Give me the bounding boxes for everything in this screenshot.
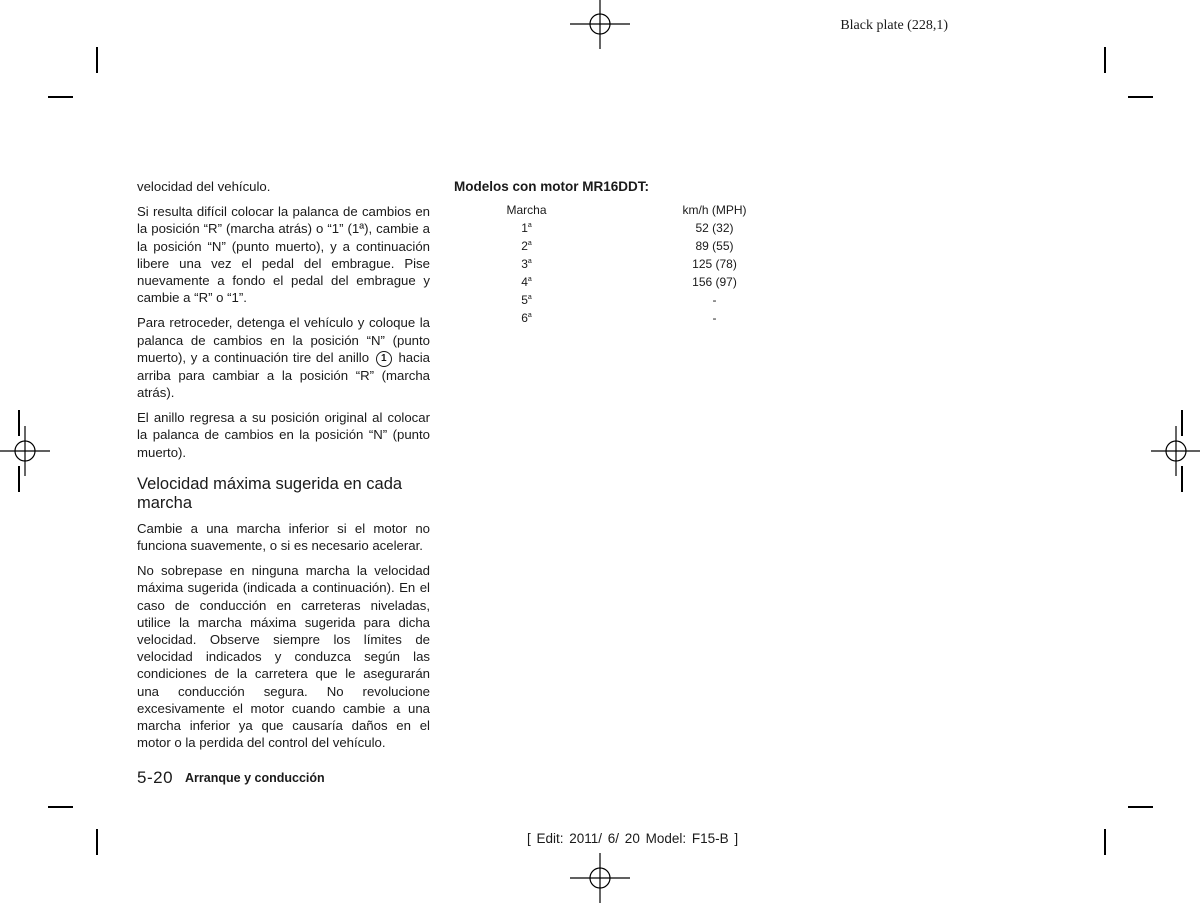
- gear-cell: 1$^a$: [521, 221, 532, 235]
- table-row: [494, 275, 774, 293]
- page-number: 5-20: [137, 768, 174, 787]
- callout-number: 1: [376, 351, 392, 367]
- crop-mark: [96, 47, 98, 73]
- speed-cell: 89 (55): [695, 239, 734, 253]
- speed-table: [494, 203, 774, 329]
- table-row: [494, 311, 774, 329]
- crop-mark: [1104, 47, 1106, 73]
- paragraph: Si resulta difícil colocar la palanca de cambios en la posición “R” (marcha atrás) o “1” (1ª), cambie a la posición “N” (punto muerto), y a continuación libere una vez el pedal del embrague. Pise nuevamente a fondo el pedal del embrague y cambie a “R” o “1”.: [137, 204, 430, 306]
- crop-mark: [48, 806, 73, 808]
- edit-info: [ Edit: 2011/ 6/ 20 Model: F15-B ]: [527, 831, 739, 846]
- gear-cell: 6$^a$: [521, 311, 532, 325]
- speed-cell: -: [712, 293, 717, 307]
- column-header-gear: Marcha: [506, 203, 547, 217]
- paragraph: [137, 314, 430, 401]
- table-row: [494, 239, 774, 257]
- crop-mark: [96, 829, 98, 855]
- gear-cell: 3$^a$: [521, 257, 532, 271]
- table-heading: Modelos con motor MR16DDT:: [454, 179, 650, 194]
- registration-mark-icon: [0, 421, 55, 481]
- crop-mark: [1128, 806, 1153, 808]
- table-header-row: [494, 203, 774, 221]
- crop-mark: [1104, 829, 1106, 855]
- gear-cell: 2$^a$: [521, 239, 532, 253]
- crop-mark: [1128, 96, 1153, 98]
- column-header-speed: km/h (MPH): [682, 203, 747, 217]
- registration-mark-icon: [570, 848, 630, 908]
- speed-cell: 52 (32): [695, 221, 734, 235]
- table-row: [494, 257, 774, 275]
- speed-cell: 156 (97): [692, 275, 737, 289]
- crop-mark: [48, 96, 73, 98]
- speed-cell: -: [712, 311, 717, 325]
- section-title: Arranque y conducción: [185, 771, 325, 785]
- section-heading: Velocidad máxima sugerida en cada marcha: [137, 474, 403, 512]
- right-column: [454, 178, 754, 325]
- paragraph: El anillo regresa a su posición original al colocar la palanca de cambios en la posición “N” (punto muerto).: [137, 410, 430, 460]
- gear-cell: 5$^a$: [521, 293, 532, 307]
- paragraph: velocidad del vehículo.: [137, 179, 271, 194]
- plate-label: Black plate (228,1): [840, 18, 948, 33]
- table-row: [494, 221, 774, 239]
- paragraph-text: Para retroceder, detenga el vehículo y coloque la palanca de cambios en la posición “N” (punto muerto), y a continuación tire del anillo: [137, 315, 430, 365]
- left-column: [137, 178, 430, 759]
- registration-mark-icon: [1146, 421, 1200, 481]
- page-footer: [137, 768, 325, 792]
- gear-cell: 4$^a$: [521, 275, 532, 289]
- paragraph: No sobrepase en ninguna marcha la velocidad máxima sugerida (indicada a continuación). En el caso de conducción en carreteras niveladas, utilice la marcha máxima sugerida para dicha velocidad. Observe siempre los límites de velocidad indicados y conduzca según las condiciones de la carretera que le asegurarán una conducción segura. No revolucione excesivamente el motor cuando cambie a una marcha inferior ya que causaría daños en el motor o la perdida del control del vehículo.: [137, 563, 430, 751]
- speed-cell: 125 (78): [692, 257, 737, 271]
- paragraph: Cambie a una marcha inferior si el motor no funciona suavemente, o si es necesario acelerar.: [137, 520, 430, 554]
- table-row: [494, 293, 774, 311]
- paragraph-text: hacia arriba para cambiar a la posición “R” (marcha atrás).: [137, 349, 430, 401]
- registration-mark-icon: [570, 0, 630, 54]
